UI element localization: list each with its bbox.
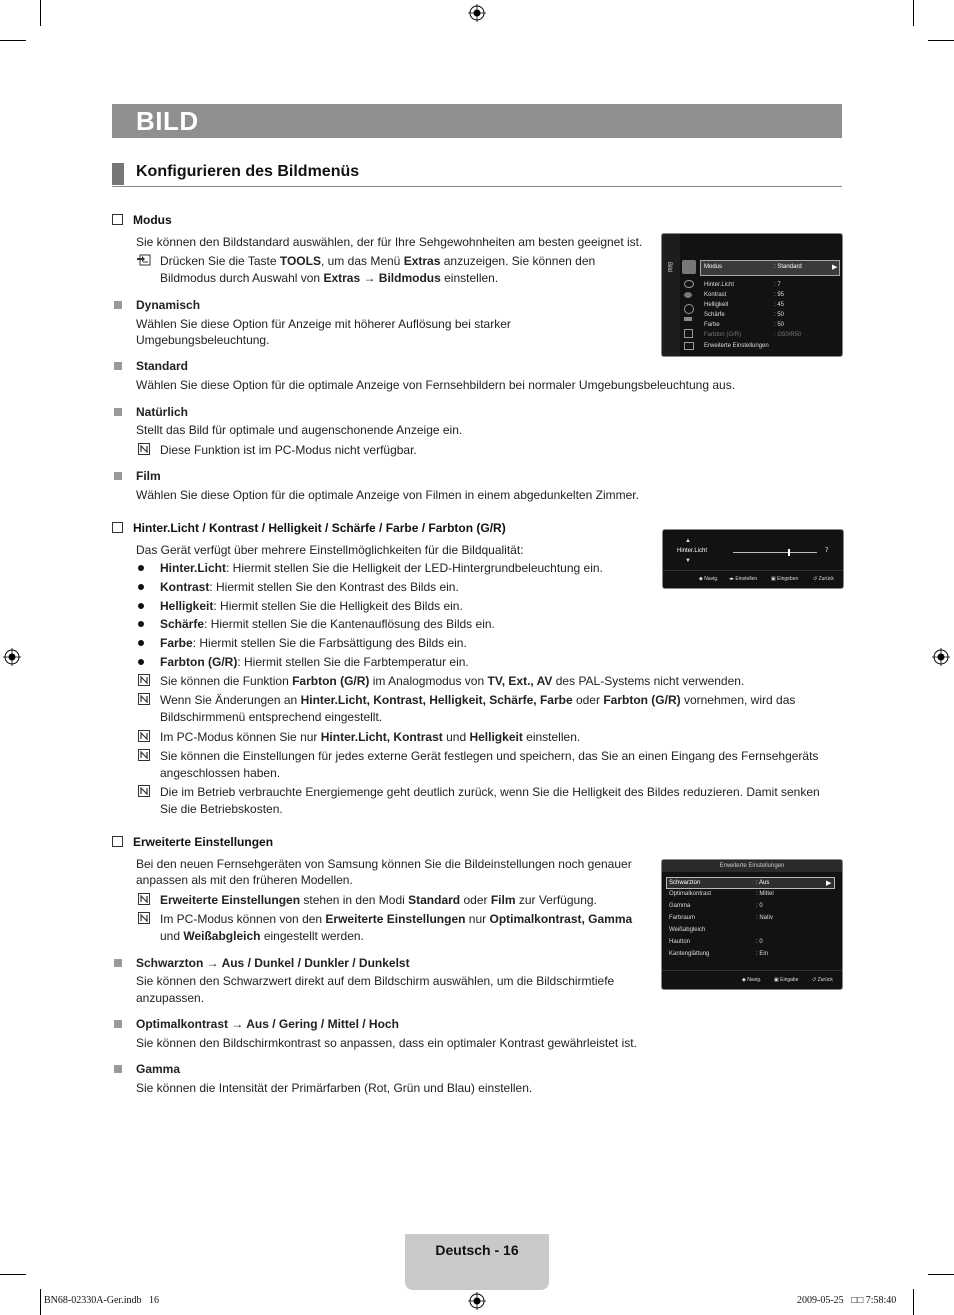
note-icon [138,893,150,905]
support-icon [684,342,694,350]
arrow-right-icon: ▶ [826,880,832,887]
note-icon [138,674,150,686]
osd-row-value: : 95 [774,292,785,298]
erweitert-note-2: Im PC-Modus können von den Erweiterte Einstellungen nur Optimalkontrast, Gamma [160,912,633,926]
registration-mark-icon [468,1292,486,1310]
osd-row-label: Modus [704,264,723,270]
osd-row-value: : Standard [774,264,802,270]
registration-mark-icon [932,648,950,666]
enter-hint: ▣ Eingabe [774,977,799,983]
schwarzton-label: Schwarzton → Aus / Dunkel / Dunkler / Dunkelst [136,956,410,970]
osd-row-value: : Nativ [756,915,774,921]
schwarzton-text: Sie können den Schwarzwert direkt auf dem Bildschirm auswählen, um die Bildschirmtiefe [136,974,615,988]
dynamisch-text: Umgebungsbeleuchtung. [136,333,270,347]
crop-mark [913,0,914,26]
erweitert-heading: Erweiterte Einstellungen [112,834,273,850]
crop-mark [40,0,41,26]
modus-heading: Modus [112,212,172,228]
osd-row-label: Farbe [704,322,720,328]
slider-label: Hinter.Licht [677,548,708,554]
checkbox-square-icon [112,214,123,225]
dynamisch-text: Wählen Sie diese Option für Anzeige mit höherer Auflösung bei starker [136,317,511,331]
note-icon [138,912,150,924]
bullet-item: Farbe: Hiermit stellen Sie die Farbsättigung des Bilds ein. [160,636,467,650]
print-date-info: 2009-05-25 □□ 7:58:40 [797,1295,897,1306]
bullet-item: Helligkeit: Hiermit stellen Sie die Helligkeit des Bilds ein. [160,599,463,613]
hinter-note-5: Die im Betrieb verbrauchte Energiemenge geht deutlich zurück, wenn Sie die Helligkeit des Bildes reduzieren. Damit senken [160,785,820,799]
note-icon [138,693,150,705]
gray-square-bullet [114,408,122,416]
osd-title: Erweiterte Einstellungen [719,863,785,869]
section-heading [112,160,842,187]
osd-picture-menu [661,233,843,357]
hinter-intro: Das Gerät verfügt über mehrere Einstellmöglichkeiten für die Bildqualität: [136,543,524,557]
osd-row-label: Farbton (G/R) [704,332,742,338]
bullet-icon [138,640,144,646]
bullet-item: Farbton (G/R): Hiermit stellen Sie die Farbtemperatur ein. [160,655,469,669]
slider-track [733,552,817,553]
film-label: Film [136,469,161,483]
nav-hint: ◆ Navig. [699,576,719,582]
crop-mark [913,1289,914,1315]
checkbox-square-icon [112,522,123,533]
hinter-note-4: angeschlossen haben. [160,766,281,780]
osd-row-value: : 45 [774,302,785,308]
osd-row-value: : G50/R50 [774,332,802,338]
natuerlich-label: Natürlich [136,405,189,419]
osd-row-label: Optimalkontrast [669,891,712,897]
arrow-up-icon: ▲ [685,538,691,544]
dynamisch-label: Dynamisch [136,298,201,312]
osd-row-label: Weißabgleich [669,927,706,933]
registration-mark-icon [468,4,486,22]
gray-square-bullet [114,301,122,309]
tools-note-line-1: Drücken Sie die Taste TOOLS, um das Menü Extras anzuzeigen. Sie können den [160,254,596,268]
osd-row-label: Erweiterte Einstellungen [704,343,769,349]
osd-row-label: Schwarzton [669,880,701,886]
osd-side-label: Bild [666,262,672,273]
note-icon [138,443,150,455]
osd-row-value: : Ein [756,951,769,957]
osd-row-value: : 7 [774,282,781,288]
osd-row-label: Kantenglättung [669,951,710,957]
back-hint: ↺ Zurück [812,977,833,983]
enter-hint: ▣ Eingeben [771,576,799,582]
back-hint: ↺ Zurück [813,576,834,582]
natuerlich-note: Diese Funktion ist im PC-Modus nicht verfügbar. [160,443,417,457]
bullet-item: Schärfe: Hiermit stellen Sie die Kantenauflösung des Bilds ein. [160,617,495,631]
gray-square-bullet [114,362,122,370]
optimal-label: Optimalkontrast → Aus / Gering / Mittel / Hoch [136,1017,399,1031]
osd-slider-panel [662,529,844,589]
gray-square-bullet [114,1065,122,1073]
osd-row-value: : Mittel [756,891,774,897]
natuerlich-text: Stellt das Bild für optimale und augenschonende Anzeige ein. [136,423,463,437]
erweitert-note-2: und Weißabgleich eingestellt werden. [160,929,364,943]
osd-divider [662,970,842,971]
osd-divider [663,570,843,571]
hinter-note-4: Sie können die Einstellungen für jedes externe Gerät festlegen und speichern, das Sie an einen Eingang des Fernsehgeräts [160,749,819,763]
erweitert-note-1: Erweiterte Einstellungen stehen in den Modi Standard oder Film zur Verfügung. [160,893,597,907]
osd-row-label: Helligkeit [704,302,729,308]
note-icon [138,749,150,761]
osd-advanced-settings [661,859,843,990]
crop-mark [928,1274,954,1275]
arrow-right-icon: ▶ [832,264,838,271]
tools-note-line-2: Bildmodus durch Auswahl von Extras → Bildmodus einstellen. [160,271,499,285]
slider-value: 7 [825,548,829,554]
osd-row-value: : 50 [774,312,785,318]
page-number: Deutsch - 16 [435,1242,519,1258]
arrow-down-icon: ▼ [685,558,691,564]
gamma-label: Gamma [136,1062,181,1076]
hinter-note-3: Im PC-Modus können Sie nur Hinter.Licht, Kontrast und Helligkeit einstellen. [160,730,581,744]
osd-row-label: Hinter.Licht [704,282,735,288]
adjust-hint: ◂▸ Einstellen [729,576,758,582]
hinter-note-2: Bildschirmmenü entsprechend eingestellt. [160,710,383,724]
crop-mark [0,40,26,41]
hinter-note-1: Sie können die Funktion Farbton (G/R) im Analogmodus von TV, Ext., AV des PAL-Systems nicht verwenden. [160,674,745,688]
osd-row-label: Schärfe [704,312,725,318]
gray-square-bullet [114,472,122,480]
hinter-note-5: Sie die Betriebskosten. [160,802,283,816]
nav-hint: ◆ Navig. [742,977,762,983]
bullet-item: Kontrast: Hiermit stellen Sie den Kontrast des Bilds ein. [160,580,459,594]
crop-mark [40,1289,41,1315]
film-text: Wählen Sie diese Option für die optimale Anzeige von Filmen in einem abgedunkelten Zimmer. [136,488,639,502]
note-icon [138,730,150,742]
erweitert-intro: Bei den neuen Fernsehgeräten von Samsung können Sie die Bildeinstellungen noch genauer [136,857,632,871]
bullet-icon [138,603,144,609]
bullet-icon [138,621,144,627]
section-title: Konfigurieren des Bildmenüs [136,163,360,180]
page-number-tab [405,1234,549,1290]
gamma-text: Sie können die Intensität der Primärfarben (Rot, Grün und Blau) einstellen. [136,1081,533,1095]
bullet-icon [138,659,144,665]
bullet-icon [138,565,144,571]
osd-row-label: Gamma [669,903,691,909]
section-marker [112,163,124,185]
gray-square-bullet [114,1020,122,1028]
osd-row-label: Kontrast [704,292,727,298]
osd-row-value: : 50 [774,322,785,328]
osd-row-value: : 0 [756,939,763,945]
optimal-text: Sie können den Bildschirmkontrast so anpassen, dass ein optimaler Kontrast gewährleistet ist. [136,1036,637,1050]
standard-text: Wählen Sie diese Option für die optimale Anzeige von Fernsehbildern bei normaler Umgebungsbeleuchtung aus. [136,378,736,392]
schwarzton-text: anzupassen. [136,991,205,1005]
input-icon [684,317,692,321]
checkbox-square-icon [112,836,123,847]
osd-sidebar [662,234,680,356]
osd-row-label: Hautton [669,939,691,945]
gray-square-bullet [114,959,122,967]
tools-icon [137,254,151,266]
osd-row-value: : Aus [756,880,770,886]
crop-mark [928,40,954,41]
setup-icon [684,304,694,314]
application-icon [684,329,693,338]
standard-label: Standard [136,359,189,373]
hinter-heading: Hinter.Licht / Kontrast / Helligkeit / Schärfe / Farbe / Farbton (G/R) [112,520,506,536]
erweitert-intro: anpassen als mit den früheren Modellen. [136,873,353,887]
bullet-item: Hinter.Licht: Hiermit stellen Sie die Helligkeit der LED-Hintergrundbeleuchtung ein. [160,561,603,575]
registration-mark-icon [3,648,21,666]
sound-icon [684,280,694,288]
chapter-title-bar [112,104,842,138]
osd-row-label: Farbraum [669,915,696,921]
crop-mark [0,1274,26,1275]
picture-icon [682,260,696,274]
slider-thumb [788,549,790,556]
bullet-icon [138,584,144,590]
chapter-title: BILD [136,106,199,136]
note-icon [138,785,150,797]
osd-row-value: : 0 [756,903,763,909]
modus-intro: Sie können den Bildstandard auswählen, der für Ihre Sehgewohnheiten am besten geeignet ist. [136,235,643,249]
channel-icon [684,292,692,298]
print-file-info: BN68-02330A-Ger.indb 16 [44,1295,159,1306]
hinter-note-2: Wenn Sie Änderungen an Hinter.Licht, Kontrast, Helligkeit, Schärfe, Farbe oder Farbton (G/R) vornehmen, wird das [160,693,796,707]
